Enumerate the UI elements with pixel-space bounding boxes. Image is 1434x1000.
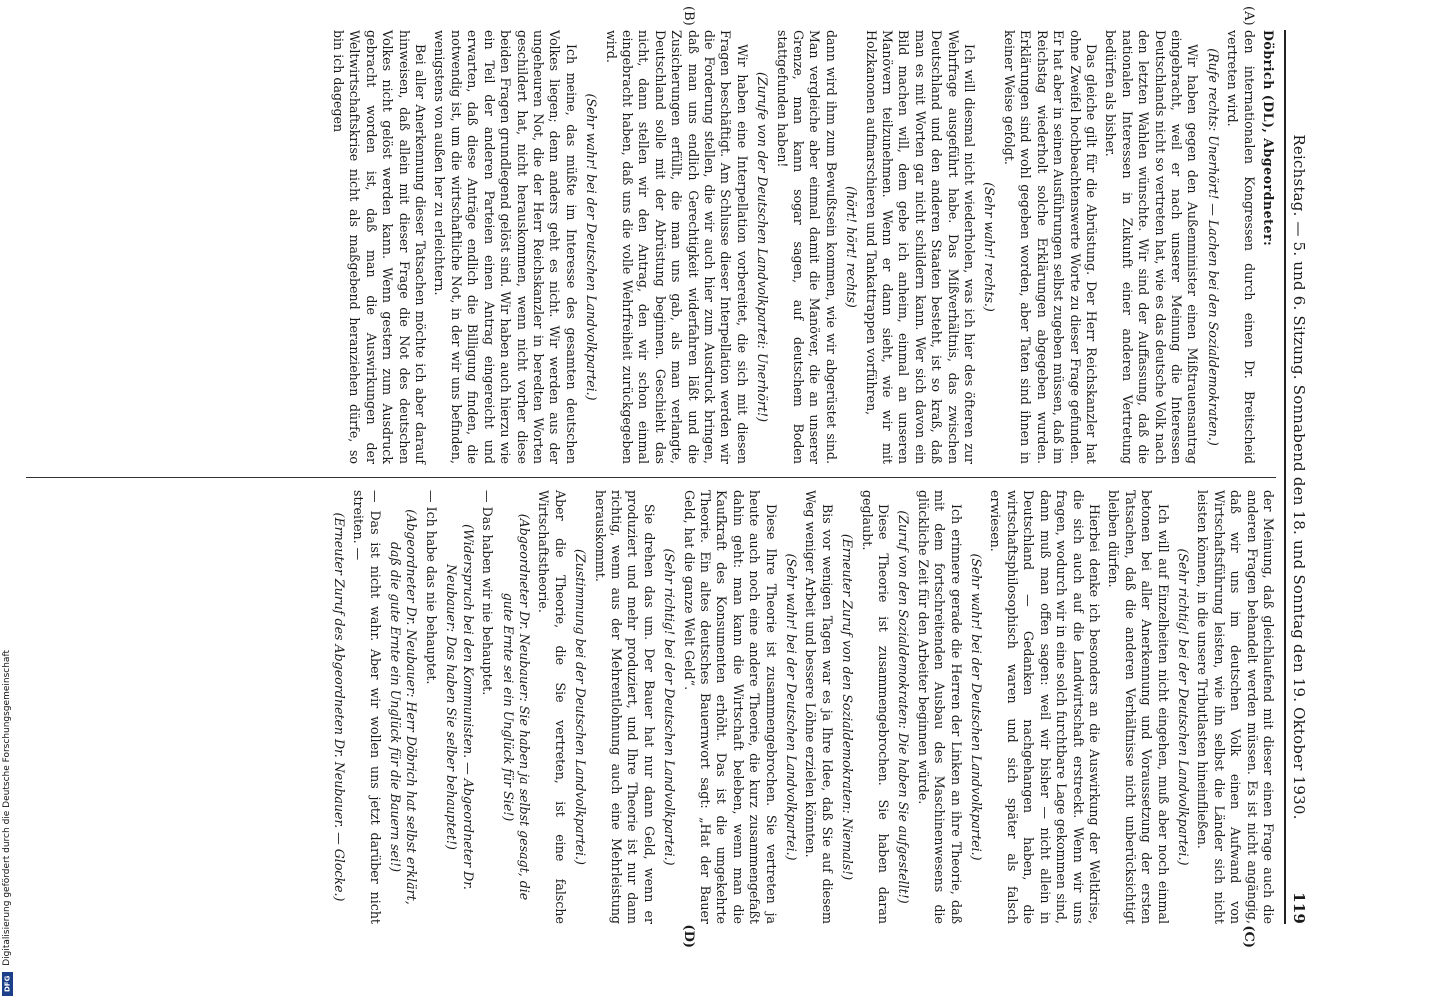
paragraph: — Ich habe das nie behauptet. [423, 490, 439, 685]
paragraph: Aber die Theorie, die Sie vertreten, ist eine falsche Wirtschaftstheorie. [536, 490, 568, 924]
interjection: (Zuruf von den Sozialdemokraten: Die haben Sie aufgestellt!) [896, 510, 912, 904]
paragraph: Ich will diesmal nicht wiederholen, was ich hier des öfteren zur Wehrfrage ausgeführt habe. Das Mißverhältnis, das zwischen Deutschland und den anderen Staaten besteht, ist so kraß, daß man es mit Worten gar nicht schildern kann. Wer sich davon ein Bild machen will, dem gebe ich anheim, einmal an unseren Manövern teilzunehmen. Wenn er dann sieht, wie wir mit Holzkanonen aufmarschieren und Tankattrappen vorführen, [863, 30, 978, 464]
interjection: (Sehr wahr! rechts.) [982, 182, 998, 312]
paragraph: Diese Ihre Theorie ist zusammengebrochen. Sie vertreten ja heute auch noch eine andere Theorie, die kurz zusammengefaßt dahin geht: man kann die Wirtschaft beleben, wenn man die Kaufkraft des Konsumenten erhöht. Das ist die umgekehrte Theorie. Ein altes deutsches Bauernwort sagt: „Hat der Bauer Geld, hat die ganze Welt Geld“. [681, 490, 779, 924]
speaker-name: Döbrich (DL), Abgeordneter: [1261, 30, 1276, 247]
interjection: (Sehr richtig! bei der Deutschen Landvolkpartei.) [662, 548, 678, 866]
interjection: (Erneuter Zuruf des Abgeordneten Dr. Neubauer. — Glocke.) [331, 512, 347, 902]
dfg-logo-icon: DFG [2, 972, 13, 996]
page-header [1284, 30, 1308, 924]
interjection: (Sehr richtig! bei der Deutschen Landvolkpartei.) [1175, 548, 1191, 866]
page-title: Reichstag. — 5. und 6. Sitzung. Sonnabend den 18. und Sonntag den 19. Oktober 1930. [1290, 134, 1308, 820]
interjection: (Sehr wahr! bei der Deutschen Landvolkpartei.) [584, 93, 600, 401]
interjection: (hört! hört! rechts) [844, 186, 860, 308]
margin-marker-b: (B) [681, 6, 696, 26]
interjection: (Sehr wahr! bei der Deutschen Landvolkpartei.) [969, 553, 985, 861]
speaker-line [1260, 30, 1276, 464]
paragraph: Diese Theorie ist zusammengebrochen. Sie haben daran geglaubt. [859, 490, 892, 924]
interjection: (Zustimmung bei der Deutschen Landvolkpartei.) [573, 549, 589, 865]
paragraph: Sie drehen das um. Der Bauer hat nur dann Geld, wenn er produziert und mehr produziert, und Ihre Theorie ist nur dann richtig, wenn aus der Mehrentlohnung auch eine Mehrleistung herauskommt. [592, 490, 657, 924]
paragraph: der Meinung, daß gleichlaufend mit dieser einen Frage auch die anderen Fragen behandelt werden müssen. Es ist nicht angängig, daß wir uns im deutschen Volk einen Aufwand von Wirtschaftsführung leisten, wie ihn selbst die Länder sich nicht leisten können, in die unsere Tributlasten hineinfließen. [1195, 490, 1276, 924]
digitization-sidebar [0, 0, 14, 1000]
paragraph: Ich meine, das müßte im Interesse des gesamten deutschen Volkes liegen; denn anders geht es nicht. Wir werden aus der ungeheuren Not, die der Herr Reichskanzler in beredten Worten geschildert hat, nicht herauskommen, wenn nicht vorher diese beiden Fragen grundlegend gelöst sind. Wir haben auch hierzu wie ein Teil der anderen Parteien einen Antrag eingereicht und erwarten, daß diese Anträge endlich die Billigung finden, die notwendig ist, um die wirtschaftliche Not, in der wir uns befinden, wenigstens von außen her zu erleichtern. [432, 30, 579, 464]
paragraph: Bei aller Anerkennung dieser Tatsachen möchte ich aber darauf hinweisen, daß allein mit dieser Frage die Not des deutschen Volkes nicht gelöst werden kann. Wenn gestern zum Ausdruck gebracht worden ist, daß man die Auswirkungen der Weltwirtschaftskrise nicht als maßgebend heranziehen dürfe, so bin ich dagegen [331, 30, 429, 464]
paragraph: Hierbei denke ich besonders an die Auswirkung der Weltkrise, die sich auch auf die Landwirtschaft erstreckt. Wenn wir uns fragen, wodurch wir in eine solch furchtbare Lage gekommen sind, dann muß man offen sagen: weil wir bisher — nicht allein in Deutschland — Gedanken nachgehangen haben, die wirtschaftsphilosophisch waren und sich später als falsch erwiesen. [988, 490, 1102, 924]
interjection: (Erneuter Zuruf von den Sozialdemokraten: Niemals!) [840, 533, 856, 881]
paragraph: — Das ist nicht wahr. Aber wir wollen uns jetzt darüber nicht streiten. — [351, 490, 383, 924]
paragraph: Wir haben gegen den Außenminister einen Mißtrauensantrag eingebracht, weil er nach unserer Meinung die Interessen Deutschlands nicht so vertreten hat, wie es das deutsche Volk nach den letzten Wahlen wünschte. Wir sind der Auffassung, daß die nationalen Interessen in Zukunft einer anderen Vertretung bedürfen als bisher. [1103, 30, 1201, 464]
margin-marker-c: (C) [1241, 925, 1256, 948]
interjection: (Abgeordneter Dr. Neubauer: Sie haben ja selbst gesagt, die gute Ernte sei ein Unglück für Sie!) [500, 513, 532, 901]
interjection: (Zurufe von der Deutschen Landvolkpartei: Unerhört!) [755, 71, 771, 422]
interjection: (Rufe rechts: Unerhört! — Lachen bei den Sozialdemokraten.) [1205, 48, 1221, 446]
paragraph: Das gleiche gilt für die Abrüstung. Der Herr Reichskanzler hat ohne Zweifel hochbeachtenswerte Worte zu dieser Frage gefunden. Er hat aber in seinen Ausführungen selbst zugeben müssen, daß im Reichstag wiederholt solche Erklärungen abgegeben wurden. Erklärungen sind wohl gegeben worden, aber Taten sind ihnen in keiner Weise gefolgt. [1001, 30, 1099, 464]
paragraph: Wir haben eine Interpellation vorbereitet, die sich mit diesen Fragen beschäftigt. Am Schlusse dieser Interpellation werden wir die Forderung stellen, die wir auch hier zum Ausdruck bringen, daß man uns endlich Gerechtigkeit widerfahren läßt und die Zusicherungen erfüllt, die man uns gab, als man verlangte, Deutschland solle mit der Abrüstung beginnen. Geschieht das nicht, dann stellen wir den Antrag, den wir schon einmal eingebracht haben, daß uns die volle Wehrfreiheit zurückgegeben wird. [603, 30, 750, 464]
funding-credit: Digitalisierung gefördert durch die Deutsche Forschungsgemeinschaft [2, 650, 12, 966]
interjection: (Sehr wahr! bei der Deutschen Landvolkpartei.) [784, 553, 800, 861]
column-divider [26, 477, 1276, 478]
interjection: (Widerspruch bei den Kommunisten. — Abgeordneter Dr. Neubauer: Das haben Sie selber behauptet!) [444, 524, 476, 890]
margin-marker-d: (D) [681, 924, 696, 948]
paragraph: dann wird ihm zum Bewußtsein kommen, wie wir abgerüstet sind. Man vergleiche aber einmal damit die Manöver, die an unserer Grenze, man kann sogar sagen, auf deutschem Boden stattgefunden haben! [774, 30, 839, 464]
left-column [26, 6, 1276, 464]
text-columns [26, 6, 1276, 948]
paragraph: Bis vor wenigen Tagen war es ja Ihre Idee, daß Sie auf diesem Weg weniger Arbeit und bessere Löhne erzielen könnten. [803, 490, 835, 924]
paragraph: Ich erinnere gerade die Herren der Linken an ihre Theorie, daß mit dem fortschreitenden Ausbau des Maschinenwesens die glückliche Zeit für den Arbeiter beginnen würde. [915, 490, 964, 924]
paragraph: — Das haben wir nie behauptet. [480, 490, 496, 696]
interjection: (Abgeordneter Dr. Neubauer: Herr Döbrich hat selbst erklärt, daß die gute Ernte ein Unglück für die Bauern sei!) [388, 509, 420, 905]
margin-marker-a: (A) [1241, 6, 1256, 26]
paragraph: Ich will auf Einzelheiten nicht eingehen, muß aber noch einmal betonen bei aller Anerkennung und Voraussetzung der ersten Tatsachen, daß die anderen Verhältnisse nicht unberücksichtigt bleiben dürfen. [1106, 490, 1171, 924]
right-column [26, 490, 1276, 948]
paragraph: den internationalen Kongressen durch einen Dr. Breitscheid vertreten wird. [1225, 30, 1257, 464]
page-number: 119 [1290, 892, 1308, 924]
